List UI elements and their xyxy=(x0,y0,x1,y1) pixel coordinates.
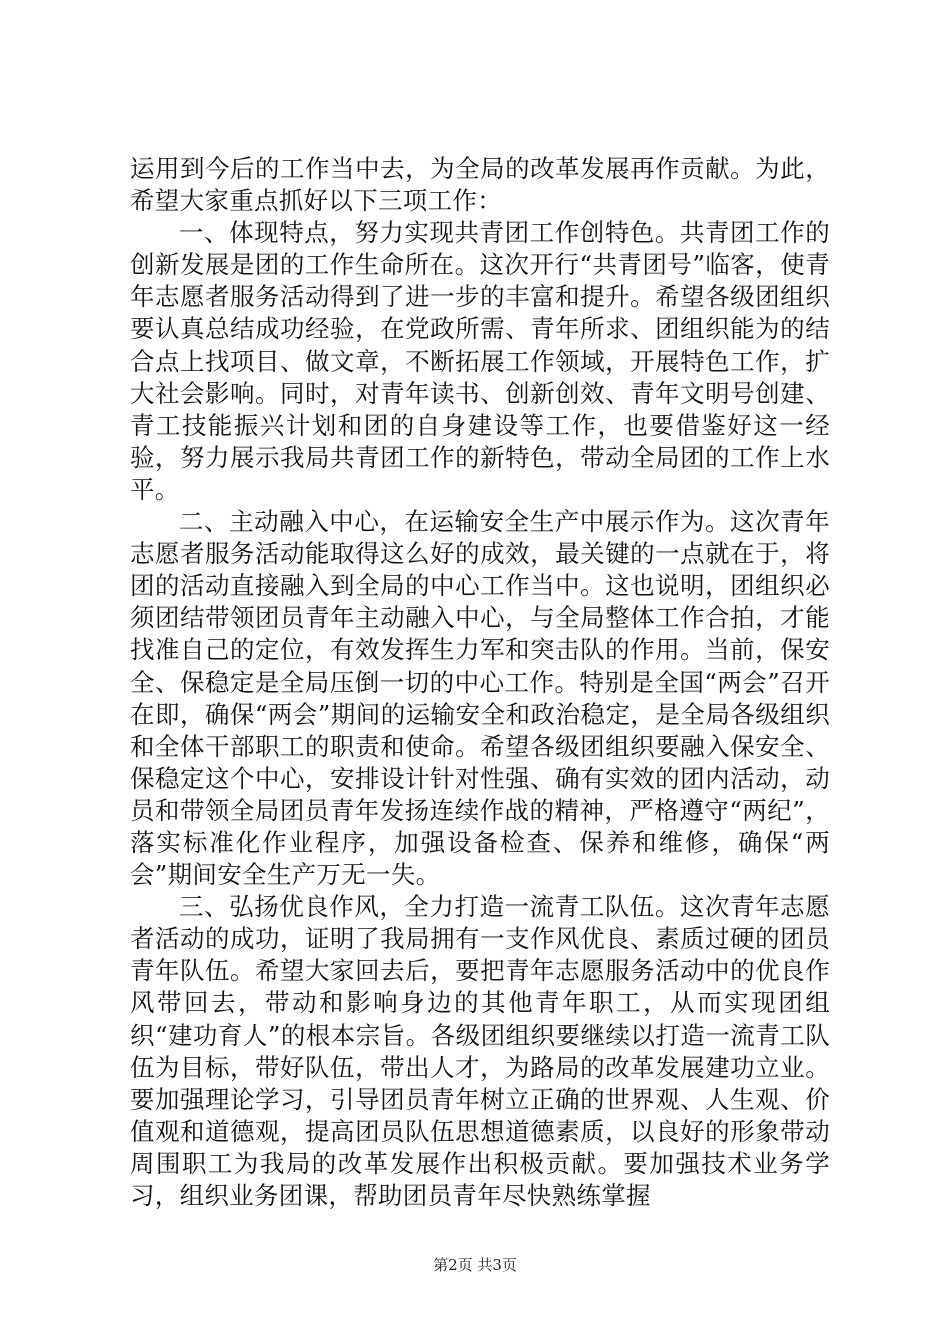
paragraph-item-two: 二、主动融入中心，在运输安全生产中展示作为。这次青年志愿者服务活动能取得这么好的成效，最关键的一点就在于，将团的活动直接融入到全局的中心工作当中。这也说明，团组织必须团结带领团员青年主动融入中心，与全局整体工作合拍，才能找准自己的定位，有效发挥生力军和突击队的作用。当前，保安全、保稳定是全局压倒一切的中心工作。特别是全国“两会”召开在即，确保“两会”期间的运输安全和政治稳定，是全局各级组织和全体干部职工的职责和使命。希望各级团组织要融入保安全、保稳定这个中心，安排设计针对性强、确有实效的团内活动，动员和带领全局团员青年发扬连续作战的精神，严格遵守“两纪”，落实标准化作业程序，加强设备检查、保养和维修，确保“两会”期间安全生产万无一失。 xyxy=(130,507,830,890)
document-body xyxy=(130,153,830,1212)
paragraph-continuation: 运用到今后的工作当中去，为全局的改革发展再作贡献。为此，希望大家重点抓好以下三项工作： xyxy=(130,154,830,216)
paragraph-item-one: 一、体现特点，努力实现共青团工作创特色。共青团工作的创新发展是团的工作生命所在。这次开行“共青团号”临客，使青年志愿者服务活动得到了进一步的丰富和提升。希望各级团组织要认真总结成功经验，在党政所需、青年所求、团组织能为的结合点上找项目、做文章，不断拓展工作领域，开展特色工作，扩大社会影响。同时，对青年读书、创新创效、青年文明号创建、青工技能振兴计划和团的自身建设等工作，也要借鉴好这一经验，努力展示我局共青团工作的新特色，带动全局团的工作上水平。 xyxy=(130,218,830,504)
page-number-footer: 第2页 共3页 xyxy=(433,1256,517,1274)
paragraph-item-three: 三、弘扬优良作风，全力打造一流青工队伍。这次青年志愿者活动的成功，证明了我局拥有一支作风优良、素质过硬的团员青年队伍。希望大家回去后，要把青年志愿服务活动中的优良作风带回去，带动和影响身边的其他青年职工，从而实现团组织“建功育人”的根本宗旨。各级团组织要继续以打造一流青工队伍为目标，带好队伍，带出人才，为路局的改革发展建功立业。要加强理论学习，引导团员青年树立正确的世界观、人生观、价值观和道德观，提高团员队伍思想道德素质，以良好的形象带动周围职工为我局的改革发展作出积极贡献。要加强技术业务学习，组织业务团课，帮助团员青年尽快熟练掌握 xyxy=(130,892,830,1210)
